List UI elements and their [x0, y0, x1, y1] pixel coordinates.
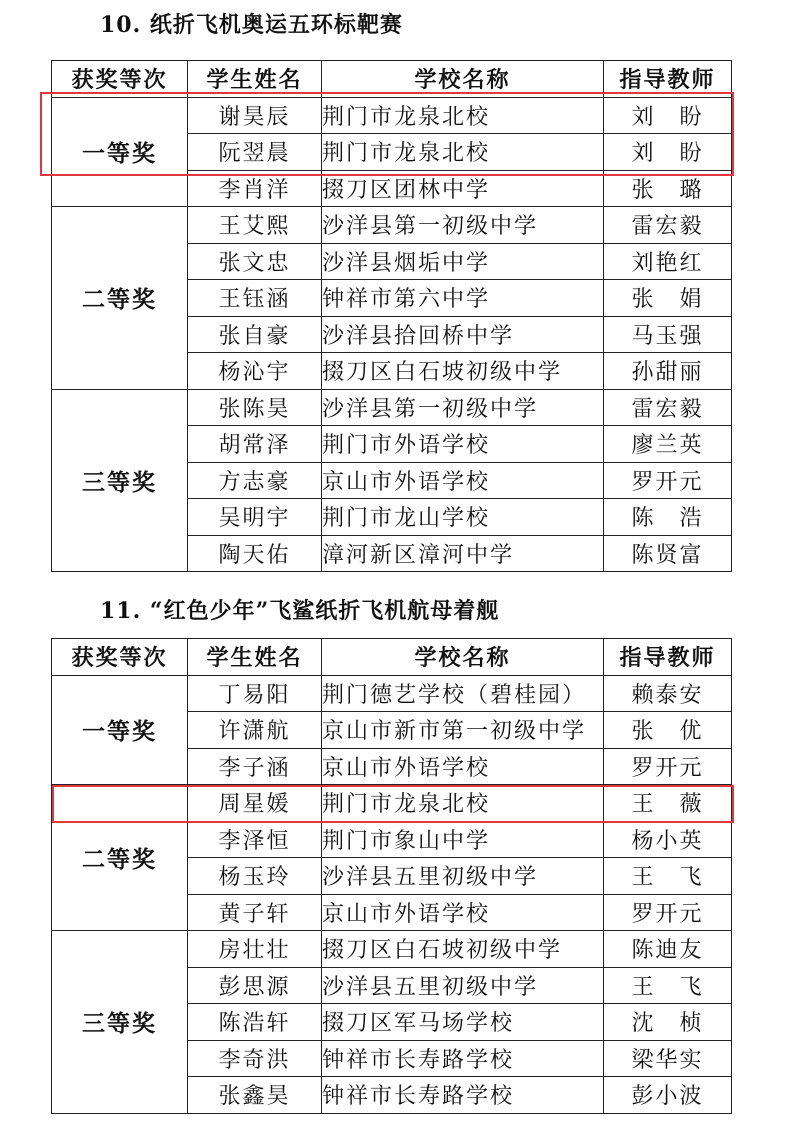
teacher-name-cell: 王 薇	[604, 785, 732, 822]
teacher-name-cell: 刘艳红	[604, 243, 732, 280]
student-name-cell: 杨玉玲	[188, 858, 322, 895]
student-name-cell: 黄子轩	[188, 894, 322, 931]
student-name-cell: 谢昊辰	[188, 97, 322, 134]
table-header-row	[52, 639, 732, 676]
student-name-cell: 胡常泽	[188, 426, 322, 463]
school-name-cell: 钟祥市长寿路学校	[322, 1040, 604, 1077]
teacher-name-cell: 廖兰英	[604, 426, 732, 463]
award-table-section-10	[51, 60, 732, 572]
teacher-name-cell: 彭小波	[604, 1077, 732, 1114]
school-name-cell: 漳河新区漳河中学	[322, 535, 604, 572]
student-name-cell: 周星媛	[188, 785, 322, 822]
table-header-row	[52, 61, 732, 98]
table-row	[52, 931, 732, 968]
school-name-cell: 荆门德艺学校（碧桂园）	[322, 675, 604, 712]
school-name-cell: 京山市外语学校	[322, 894, 604, 931]
teacher-name-cell: 陈 浩	[604, 499, 732, 536]
section-11-title: 11. “红色少年”飞鲨纸折飞机航母着舰	[100, 598, 500, 624]
school-name-cell: 掇刀区白石坡初级中学	[322, 931, 604, 968]
student-name-cell: 张鑫昊	[188, 1077, 322, 1114]
student-name-cell: 王艾熙	[188, 207, 322, 244]
teacher-name-cell: 罗开元	[604, 894, 732, 931]
teacher-name-cell: 孙甜丽	[604, 353, 732, 390]
student-name-cell: 李肖洋	[188, 170, 322, 207]
student-name-cell: 李奇洪	[188, 1040, 322, 1077]
teacher-name-cell: 刘 盼	[604, 134, 732, 171]
teacher-name-cell: 杨小英	[604, 821, 732, 858]
teacher-name-cell: 沈 桢	[604, 1004, 732, 1041]
student-name-cell: 许潇航	[188, 712, 322, 749]
header-school-name: 学校名称	[322, 61, 604, 98]
teacher-name-cell: 张 优	[604, 712, 732, 749]
teacher-name-cell: 陈贤富	[604, 535, 732, 572]
school-name-cell: 沙洋县五里初级中学	[322, 858, 604, 895]
teacher-name-cell: 刘 盼	[604, 97, 732, 134]
school-name-cell: 掇刀区团林中学	[322, 170, 604, 207]
school-name-cell: 钟祥市第六中学	[322, 280, 604, 317]
school-name-cell: 京山市外语学校	[322, 462, 604, 499]
award-table-section-11	[51, 638, 732, 1114]
section-10-title: 10. 纸折飞机奥运五环标靶赛	[100, 12, 403, 38]
teacher-name-cell: 赖泰安	[604, 675, 732, 712]
table-row	[52, 97, 732, 134]
header-student-name: 学生姓名	[188, 639, 322, 676]
award-level-cell: 三等奖	[52, 931, 188, 1114]
table-row	[52, 207, 732, 244]
school-name-cell: 沙洋县拾回桥中学	[322, 316, 604, 353]
school-name-cell: 荆门市外语学校	[322, 426, 604, 463]
teacher-name-cell: 张 璐	[604, 170, 732, 207]
award-level-cell: 三等奖	[52, 389, 188, 572]
student-name-cell: 吴明宇	[188, 499, 322, 536]
teacher-name-cell: 马玉强	[604, 316, 732, 353]
school-name-cell: 沙洋县第一初级中学	[322, 389, 604, 426]
header-award-level: 获奖等次	[52, 639, 188, 676]
student-name-cell: 陈浩轩	[188, 1004, 322, 1041]
student-name-cell: 张自豪	[188, 316, 322, 353]
student-name-cell: 陶天佑	[188, 535, 322, 572]
school-name-cell: 掇刀区白石坡初级中学	[322, 353, 604, 390]
teacher-name-cell: 张 娟	[604, 280, 732, 317]
table-row	[52, 389, 732, 426]
student-name-cell: 丁易阳	[188, 675, 322, 712]
school-name-cell: 沙洋县烟垢中学	[322, 243, 604, 280]
student-name-cell: 李泽恒	[188, 821, 322, 858]
teacher-name-cell: 王 飞	[604, 858, 732, 895]
teacher-name-cell: 罗开元	[604, 462, 732, 499]
teacher-name-cell: 王 飞	[604, 967, 732, 1004]
school-name-cell: 荆门市龙泉北校	[322, 134, 604, 171]
teacher-name-cell: 罗开元	[604, 748, 732, 785]
student-name-cell: 方志豪	[188, 462, 322, 499]
award-level-cell: 二等奖	[52, 785, 188, 931]
student-name-cell: 张陈昊	[188, 389, 322, 426]
school-name-cell: 荆门市象山中学	[322, 821, 604, 858]
award-level-cell: 二等奖	[52, 207, 188, 390]
school-name-cell: 京山市外语学校	[322, 748, 604, 785]
school-name-cell: 掇刀区军马场学校	[322, 1004, 604, 1041]
school-name-cell: 沙洋县第一初级中学	[322, 207, 604, 244]
header-student-name: 学生姓名	[188, 61, 322, 98]
student-name-cell: 杨沁宇	[188, 353, 322, 390]
student-name-cell: 张文忠	[188, 243, 322, 280]
school-name-cell: 荆门市龙泉北校	[322, 97, 604, 134]
header-award-level: 获奖等次	[52, 61, 188, 98]
teacher-name-cell: 梁华实	[604, 1040, 732, 1077]
award-level-cell: 一等奖	[52, 675, 188, 785]
teacher-name-cell: 陈迪友	[604, 931, 732, 968]
table-row	[52, 675, 732, 712]
teacher-name-cell: 雷宏毅	[604, 389, 732, 426]
student-name-cell: 阮翌晨	[188, 134, 322, 171]
student-name-cell: 房壮壮	[188, 931, 322, 968]
table-row	[52, 785, 732, 822]
header-teacher: 指导教师	[604, 639, 732, 676]
school-name-cell: 沙洋县五里初级中学	[322, 967, 604, 1004]
award-level-cell: 一等奖	[52, 97, 188, 207]
student-name-cell: 李子涵	[188, 748, 322, 785]
school-name-cell: 钟祥市长寿路学校	[322, 1077, 604, 1114]
school-name-cell: 荆门市龙泉北校	[322, 785, 604, 822]
student-name-cell: 王钰涵	[188, 280, 322, 317]
school-name-cell: 京山市新市第一初级中学	[322, 712, 604, 749]
header-school-name: 学校名称	[322, 639, 604, 676]
header-teacher: 指导教师	[604, 61, 732, 98]
teacher-name-cell: 雷宏毅	[604, 207, 732, 244]
student-name-cell: 彭思源	[188, 967, 322, 1004]
school-name-cell: 荆门市龙山学校	[322, 499, 604, 536]
